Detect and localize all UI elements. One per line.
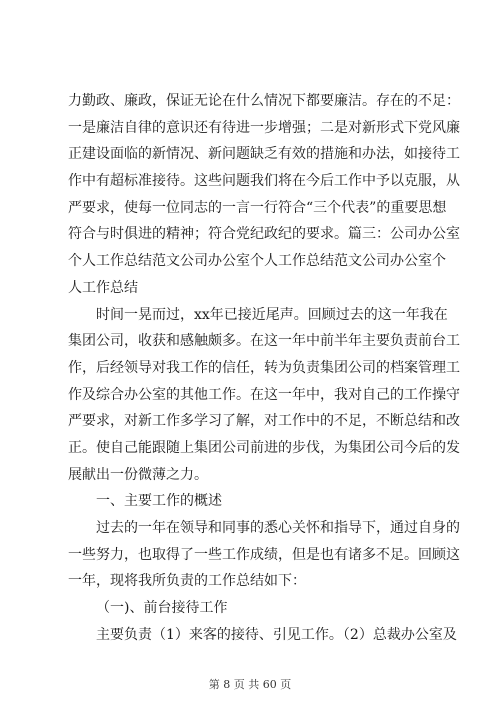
text-line: 力勤政、廉政，保证无论在什么情况下都要廉洁。存在的不足： (68, 93, 460, 109)
text-line: 正。使自己能跟随上集团公司前进的步伐，为集团公司今后的发 (68, 439, 460, 456)
text-line: 正建设面临的新情况、新问题缺乏有效的措施和办法，如接待工 (68, 146, 460, 163)
text-line: 展献出一份微薄之力。 (68, 466, 208, 483)
paragraph-start-line: 主要负责（1）来客的接待、引见工作。（2）总裁办公室及 (96, 626, 457, 643)
text-line: 一年，现将我所负责的工作总结如下： (68, 573, 306, 590)
paragraph-start-line: 过去的一年在领导和同事的悉心关怀和指导下，通过自身的 (96, 520, 460, 536)
text-line: 一些努力，也取得了一些工作成绩，但是也有诸多不足。回顾这 (68, 546, 460, 563)
text-line: 严要求，使每一位同志的一言一行符合“三个代表”的重要思想 (68, 199, 447, 216)
paragraph-start-line: 时间一晃而过，xx年已接近尾声。回顾过去的这一年我在 (96, 306, 448, 323)
page-number-footer: 第 8 页 共 60 页 (208, 678, 292, 691)
text-line: 个人工作总结范文公司办公室个人工作总结范文公司办公室个 (68, 253, 446, 270)
text-line: 一是廉洁自律的意识还有待进一步增强；二是对新形式下党风廉 (68, 119, 460, 136)
text-line: 集团公司，收获和感触颇多。在这一年中前半年主要负责前台工 (68, 333, 460, 350)
subsection-heading: （一)、前台接待工作 (96, 600, 228, 617)
text-line: 符合与时俱进的精神；符合党纪政纪的要求。篇三：公司办公室 (68, 226, 460, 243)
text-line: 作及综合办公室的其他工作。在这一年中，我对自己的工作操守 (68, 386, 460, 403)
text-line: 严要求，对新工作多学习了解，对工作中的不足，不断总结和改 (68, 413, 460, 430)
document-body (68, 88, 460, 648)
section-heading: 一、主要工作的概述 (96, 493, 222, 510)
text-line: 作，后经领导对我工作的信任，转为负责集团公司的档案管理工 (68, 359, 460, 376)
text-line: 作中有超标准接待。这些问题我们将在今后工作中予以克服，从 (68, 173, 460, 190)
text-line: 人工作总结 (68, 279, 138, 296)
